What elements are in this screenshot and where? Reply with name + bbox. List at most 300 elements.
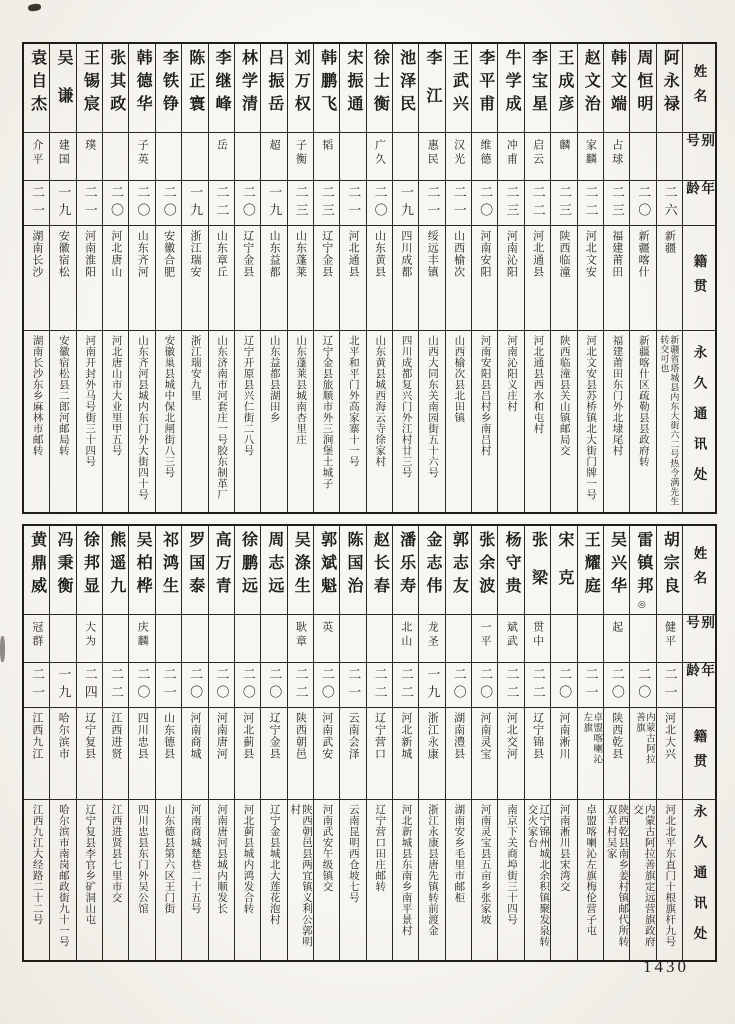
person-native-text: 四川成都 [399, 230, 412, 278]
person-native-text: 云南会泽 [347, 712, 360, 760]
person-native-text: 辽宁锦县 [531, 712, 544, 760]
scan-artifact [28, 3, 42, 12]
person-alias-text: 庆麟 [136, 621, 149, 649]
person-address [77, 800, 102, 960]
header-column [682, 526, 715, 960]
person-age-text: 二〇 [135, 667, 151, 703]
person-native-place [498, 226, 523, 331]
header-alias-text: 别号 [684, 615, 715, 640]
person-age-text: 二三 [319, 185, 335, 221]
person-name-text [212, 49, 230, 132]
person-column [392, 526, 418, 960]
person-address [630, 331, 655, 512]
person-name [551, 44, 576, 133]
person-name-text [608, 49, 626, 132]
person-address [314, 331, 339, 512]
person-alias-text: 汉光 [452, 139, 465, 167]
person-alias [472, 615, 497, 663]
person-address [261, 800, 286, 960]
person-name-text [160, 531, 178, 614]
person-age [367, 663, 392, 708]
person-age [472, 663, 497, 708]
person-address [472, 331, 497, 512]
person-name-glyphs: 雷镇邦 [634, 531, 652, 600]
person-native-place [77, 708, 102, 800]
person-name-text [160, 49, 178, 132]
person-native-place [156, 708, 181, 800]
person-column [603, 44, 629, 512]
person-age-text: 二〇 [161, 185, 177, 221]
person-name-text [133, 531, 151, 614]
person-age [235, 181, 260, 226]
person-address-text: 新疆省塔城县内东大街六二号热令满先生转交可也 [659, 335, 680, 506]
person-address-text: 河南武安午级镇交 [321, 804, 333, 892]
person-name-glyphs: 池泽民 [397, 49, 415, 118]
person-age-text: 二二 [399, 667, 414, 703]
person-address [235, 331, 260, 512]
person-name-glyphs: 郭志友 [450, 531, 468, 600]
person-age [551, 663, 576, 708]
person-name-text [318, 531, 336, 614]
person-age [103, 181, 128, 226]
person-column [24, 526, 49, 960]
person-name-text [529, 531, 547, 614]
person-name-glyphs: 郭斌魁 [318, 531, 336, 600]
person-age [472, 181, 497, 226]
person-age [50, 663, 75, 708]
person-column [208, 526, 234, 960]
person-age-text: 二二 [214, 185, 230, 221]
person-address-text: 辽宁开原县兴仁街二八号 [242, 335, 254, 456]
person-age [498, 181, 523, 226]
person-age-text: 二一 [451, 185, 467, 221]
person-column [287, 44, 313, 512]
person-native-place [24, 226, 49, 331]
person-column [577, 44, 603, 512]
person-age [156, 663, 181, 708]
header-address-text: 永久通讯处 [691, 803, 707, 957]
person-address [446, 800, 471, 960]
person-native-text: 河北蓟县 [241, 712, 254, 760]
person-name-text [133, 49, 151, 132]
person-address [103, 800, 128, 960]
person-age-text: 二〇 [636, 667, 652, 703]
person-address-text: 湖南长沙东乡麻林市邮转 [31, 335, 43, 456]
person-address [182, 331, 207, 512]
person-address-text: 浙江永康县唐先镇转前渡金 [426, 804, 438, 936]
person-native-text: 陕西乾县 [610, 712, 623, 760]
person-alias-text: 子英 [136, 139, 149, 167]
person-address [209, 800, 234, 960]
person-address [50, 331, 75, 512]
person-age [393, 663, 418, 708]
person-alias-text: 耿章 [294, 621, 307, 649]
person-name-text [344, 49, 362, 132]
person-column [181, 526, 207, 960]
person-address [367, 800, 392, 960]
person-name [419, 44, 444, 133]
person-name [472, 44, 497, 133]
person-address [551, 331, 576, 512]
person-address [604, 800, 629, 960]
person-native-place [446, 226, 471, 331]
person-age [525, 181, 550, 226]
person-native-text: 河南淮阳 [83, 230, 96, 278]
person-age-text: 一九 [399, 185, 414, 221]
person-native-text: 河南商城 [189, 712, 201, 760]
person-native-place [578, 226, 603, 331]
person-age [446, 663, 471, 708]
person-name-text [423, 49, 441, 132]
person-column [550, 526, 576, 960]
person-name-glyphs: 林学清 [239, 49, 257, 118]
person-age-text: 二〇 [319, 667, 335, 703]
person-name-glyphs: 韩德华 [134, 49, 152, 118]
person-alias [235, 615, 260, 663]
person-address-text: 四川成都复兴门外江村廿三号 [400, 335, 412, 478]
person-alias [209, 615, 234, 663]
person-name-glyphs: 祁鸿生 [160, 531, 178, 600]
person-address-text: 山东益都县湖田乡 [268, 335, 280, 423]
person-name-glyphs: 韩鹏飞 [318, 49, 336, 118]
person-age [657, 663, 682, 708]
person-name [340, 526, 365, 615]
person-native-text: 山东章丘 [215, 230, 228, 278]
person-native-place [235, 708, 260, 800]
person-age-text: 二四 [82, 667, 98, 703]
person-age-text: 二〇 [240, 185, 256, 221]
person-native-place [551, 226, 576, 331]
person-name-text [502, 49, 520, 132]
person-native-place [129, 708, 154, 800]
header-native-text: 籍贯 [691, 253, 707, 303]
person-name [472, 526, 497, 615]
person-alias-text: 冲甫 [505, 139, 518, 167]
person-native-text: 福建莆田 [610, 230, 623, 278]
person-native-text: 山东蓬莱 [294, 230, 307, 278]
person-column [49, 44, 75, 512]
person-column [181, 44, 207, 512]
person-address-text: 辽宁复县李官乡矿洞山屯 [84, 804, 96, 925]
person-column [577, 526, 603, 960]
person-column [497, 526, 523, 960]
person-alias [340, 615, 365, 663]
person-name-text [529, 49, 547, 132]
person-age-text: 二〇 [451, 667, 467, 703]
person-name [578, 44, 603, 133]
person-name-glyphs: 袁自杰 [28, 49, 46, 118]
person-native-text: 辽宁金县 [320, 230, 333, 278]
person-name [261, 526, 286, 615]
person-age [50, 181, 75, 226]
person-native-place [578, 708, 603, 800]
person-native-place [393, 226, 418, 331]
person-native-text: 河南淅川 [558, 712, 571, 760]
person-name-glyphs: 李宝星 [529, 49, 547, 118]
person-name-text [212, 531, 230, 614]
person-address-text: 山西大同东关南园街五十六号 [426, 335, 438, 478]
header-native-label [683, 226, 715, 331]
person-age [235, 663, 260, 708]
person-alias-text: 斌武 [505, 621, 518, 649]
person-alias [367, 615, 392, 663]
person-native-text: 新疆喀什 [637, 230, 650, 278]
person-alias-text: 起 [610, 621, 623, 635]
person-name-text [186, 531, 204, 614]
person-name-text [107, 531, 125, 614]
person-address-text: 卓盟喀喇沁左旗梅伦营子屯 [585, 804, 597, 936]
person-age [77, 181, 102, 226]
person-age [77, 663, 102, 708]
person-native-place [657, 226, 682, 331]
person-name-glyphs: 王武兴 [450, 49, 468, 118]
person-name [578, 526, 603, 615]
person-native-place [103, 226, 128, 331]
person-age-text: 二二 [530, 667, 546, 703]
person-age-text: 二一 [346, 667, 362, 703]
person-name [77, 44, 102, 133]
person-name [209, 44, 234, 133]
header-alias-label [683, 615, 715, 663]
person-name-text [397, 531, 415, 614]
person-name [393, 526, 418, 615]
header-address-label [683, 331, 715, 512]
person-name [525, 526, 550, 615]
person-name-text [318, 49, 336, 132]
person-address-text: 陕西乾县南乡姜村镇邮代所转双羊村吴家 [605, 804, 629, 947]
person-address [77, 331, 102, 512]
person-native-text: 山东益都 [268, 230, 281, 278]
person-name-text [54, 531, 72, 614]
person-name-glyphs: 吕振岳 [265, 49, 283, 118]
person-native-text: 卓盟喀喇沁左旗 [581, 712, 602, 765]
person-alias [261, 615, 286, 663]
person-name-text [660, 531, 678, 614]
person-name-text [581, 531, 599, 614]
person-native-place [288, 708, 313, 800]
person-name-text [239, 49, 257, 132]
person-name-text [423, 531, 441, 614]
person-address [209, 331, 234, 512]
person-age [446, 181, 471, 226]
person-name-text [449, 49, 467, 132]
person-name [419, 526, 444, 615]
person-name-glyphs: 吴柏桦 [134, 531, 152, 600]
person-name-glyphs: 胡宗良 [661, 531, 679, 600]
person-address-text: 河南开封外马号街三十四号 [84, 335, 96, 467]
person-age [156, 181, 181, 226]
person-age [340, 663, 365, 708]
person-address-text: 北平和平门外高家寨十一号 [347, 335, 359, 467]
person-address [50, 800, 75, 960]
person-age [288, 663, 313, 708]
page-number: 1430 [643, 957, 689, 976]
person-native-text: 江西进贤 [109, 712, 122, 760]
person-alias [472, 133, 497, 181]
person-name-text [28, 49, 46, 132]
person-age [419, 181, 444, 226]
person-column [524, 44, 550, 512]
person-name [103, 44, 128, 133]
person-name-glyphs: 熊遥九 [107, 531, 125, 600]
person-address [498, 800, 523, 960]
header-alias-text: 别号 [684, 133, 715, 158]
person-name-glyphs: 赵长春 [371, 531, 389, 600]
person-address [288, 800, 313, 960]
person-native-text: 浙江瑞安 [189, 230, 201, 278]
person-age-text: 二一 [161, 667, 177, 703]
person-alias [182, 615, 207, 663]
person-native-place [340, 708, 365, 800]
person-name [235, 526, 260, 615]
person-alias [288, 615, 313, 663]
person-alias-text: 家麟 [584, 139, 597, 167]
person-name-glyphs: 刘万权 [292, 49, 310, 118]
person-name-glyphs: 张余波 [476, 531, 494, 600]
person-native-text: 浙江永康 [426, 712, 439, 760]
person-age-text: 二一 [29, 667, 45, 703]
person-age [657, 181, 682, 226]
person-address [393, 800, 418, 960]
person-column [392, 44, 418, 512]
person-native-text: 哈尔滨市 [57, 712, 70, 760]
person-name-text [397, 49, 415, 132]
person-address-text: 湖南安乡毛里市邮柜 [453, 804, 465, 903]
person-name-text [80, 531, 98, 614]
header-age-label [683, 663, 715, 708]
person-age [182, 181, 207, 226]
person-age [288, 181, 313, 226]
person-column [339, 526, 365, 960]
person-name-glyphs: 周恒明 [634, 49, 652, 118]
person-address-text: 河南安阳县吕村乡南吕村 [479, 335, 491, 456]
person-age [340, 181, 365, 226]
person-alias [630, 615, 655, 663]
person-alias-text: 贯中 [531, 621, 544, 649]
person-column [550, 44, 576, 512]
person-column [471, 44, 497, 512]
person-column [24, 44, 49, 512]
person-address-text: 江西进贤县七里市交 [110, 804, 122, 903]
person-name [551, 526, 576, 615]
person-column [524, 526, 550, 960]
person-alias [103, 615, 128, 663]
person-native-place [472, 226, 497, 331]
person-name-text [476, 531, 494, 614]
person-name-glyphs: 徐士衡 [371, 49, 389, 118]
person-address-text: 河北蓟县城内鸿发合转 [242, 804, 254, 914]
person-name [24, 526, 49, 615]
person-alias [393, 615, 418, 663]
person-name [630, 44, 655, 133]
person-alias-text: 维德 [478, 139, 491, 167]
person-name-glyphs: 金志伟 [424, 531, 442, 600]
person-age [261, 181, 286, 226]
person-address-text: 辽宁锦州城北余积镇聚发泉转交火家台 [526, 804, 550, 947]
person-column [155, 526, 181, 960]
person-age-text: 二〇 [372, 185, 388, 221]
person-column [102, 44, 128, 512]
person-name-glyphs: 陈国治 [344, 531, 362, 600]
person-native-text: 河北通县 [531, 230, 544, 278]
person-address [525, 800, 550, 960]
person-native-text: 河南唐河 [215, 712, 228, 760]
person-name-text [107, 49, 125, 132]
person-name-glyphs: 张梁 [529, 531, 547, 607]
person-alias-text: 韬 [320, 139, 333, 153]
person-name-glyphs: 王锡宸 [81, 49, 99, 118]
person-native-place [235, 226, 260, 331]
person-name-glyphs: 牛学成 [503, 49, 521, 118]
header-name-text: 姓名 [691, 545, 707, 595]
person-age [209, 181, 234, 226]
person-name [209, 526, 234, 615]
person-address-text: 安徽巢县城中保北闸街八三号 [163, 335, 175, 478]
person-age-text: 二一 [583, 667, 599, 703]
person-name-text [80, 49, 98, 132]
person-address [288, 331, 313, 512]
person-age [314, 181, 339, 226]
person-native-place [209, 226, 234, 331]
person-age-text: 二一 [346, 185, 362, 221]
person-column [208, 44, 234, 512]
person-age-text: 二三 [557, 185, 573, 221]
person-alias [24, 133, 49, 181]
person-address-text: 哈尔滨市南岗邮政街九十一号 [57, 804, 69, 947]
header-age-text: 年龄 [684, 663, 715, 688]
person-address-text: 河南灵宝县五亩乡张家坡 [479, 804, 491, 925]
person-name-text [660, 49, 678, 132]
person-age-text: 二一 [425, 185, 441, 221]
person-alias [209, 133, 234, 181]
person-alias-text: 占球 [610, 139, 623, 167]
person-name-glyphs: 周志远 [265, 531, 283, 600]
person-native-text: 湖南长沙 [30, 230, 43, 278]
person-native-text: 河北交河 [505, 712, 518, 760]
person-address-text: 山东齐河县城内东门外大街四十号 [137, 335, 148, 500]
person-name-glyphs: 吴涤生 [292, 531, 310, 600]
person-age-text: 二六 [662, 185, 678, 221]
person-age-text: 二〇 [240, 667, 256, 703]
person-address [156, 800, 181, 960]
person-name [288, 526, 313, 615]
person-native-place [103, 708, 128, 800]
person-alias-text: 健平 [663, 621, 676, 649]
person-age-text: 二〇 [557, 667, 573, 703]
person-address-text: 河北北平东直门十根旗杆九号 [664, 804, 676, 947]
person-age-text: 二二 [372, 667, 388, 703]
person-alias [235, 133, 260, 181]
person-name-text [555, 49, 573, 132]
person-address-text: 陕西临潼县关山镇邮局交 [558, 335, 570, 456]
person-name [182, 526, 207, 615]
person-column [629, 44, 655, 512]
person-address-text: 浙江瑞安九里 [189, 335, 201, 401]
person-alias [129, 615, 154, 663]
person-address [419, 800, 444, 960]
person-native-text: 山东德县 [162, 712, 175, 760]
person-native-text: 河南灵宝 [478, 712, 491, 760]
person-age [129, 181, 154, 226]
person-age [314, 663, 339, 708]
person-name-glyphs: 李继峰 [213, 49, 231, 118]
person-age-text: 二〇 [609, 667, 625, 703]
person-name-glyphs: 徐鹏远 [239, 531, 257, 600]
person-alias-text: 介平 [30, 139, 43, 167]
person-address [340, 800, 365, 960]
person-name [129, 526, 154, 615]
person-native-text: 山东齐河 [136, 230, 149, 278]
